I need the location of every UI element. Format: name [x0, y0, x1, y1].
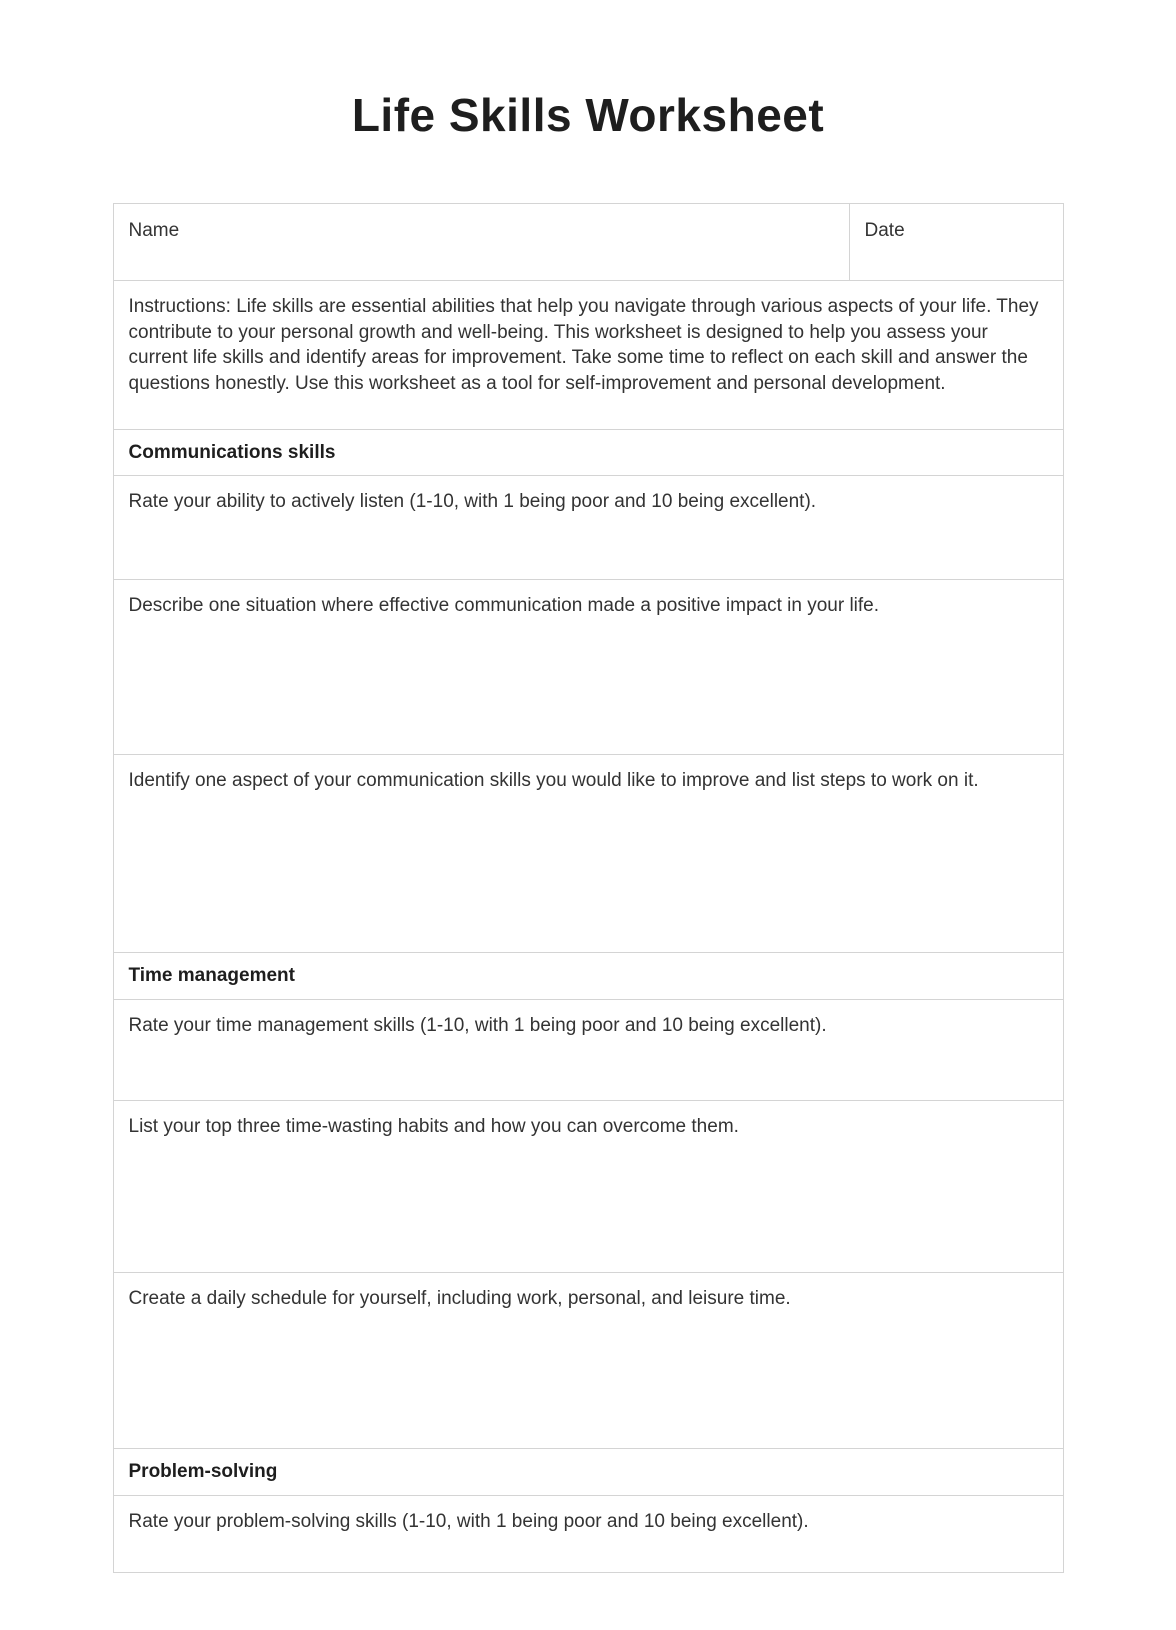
- question-row-identify-communication-improvement[interactable]: [114, 754, 1063, 952]
- instructions-text: Instructions: Life skills are essential abilities that help you navigate through various aspects of your life. They contribute to your personal growth and well-being. This worksheet is designed to help you assess your current life skills and identify areas for improvement. Take some time to reflect on each skill and answer the questions honestly. Use this worksheet as a tool for self-improvement and personal development.: [128, 296, 1039, 394]
- instructions-row: [114, 280, 1063, 429]
- question-text: Create a daily schedule for yourself, including work, personal, and leisure time.: [128, 1288, 791, 1309]
- question-text: List your top three time-wasting habits and how you can overcome them.: [128, 1116, 739, 1137]
- worksheet-table: [113, 203, 1064, 1573]
- name-label: Name: [128, 220, 180, 241]
- date-label: Date: [864, 220, 905, 241]
- question-row-rate-time-management[interactable]: [114, 999, 1063, 1100]
- date-field[interactable]: [849, 204, 1063, 280]
- question-text: Rate your time management skills (1-10, with 1 being poor and 10 being excellent).: [128, 1015, 827, 1036]
- question-text: Rate your ability to actively listen (1-10, with 1 being poor and 10 being excellent).: [128, 491, 817, 512]
- section-heading: Time management: [128, 965, 295, 986]
- name-date-row: [114, 204, 1063, 280]
- question-row-rate-listening[interactable]: [114, 475, 1063, 579]
- name-field[interactable]: [114, 204, 849, 280]
- question-text: Rate your problem-solving skills (1-10, with 1 being poor and 10 being excellent).: [128, 1511, 809, 1532]
- section-heading: Communications skills: [128, 442, 336, 463]
- question-text: Identify one aspect of your communication skills you would like to improve and list steps to work on it.: [128, 770, 979, 791]
- section-header-communication-skills: [114, 429, 1063, 475]
- question-row-describe-communication-impact[interactable]: [114, 579, 1063, 754]
- question-row-time-wasting-habits[interactable]: [114, 1100, 1063, 1272]
- question-row-rate-problem-solving[interactable]: [114, 1495, 1063, 1572]
- page-title: Life Skills Worksheet: [351, 89, 825, 141]
- section-header-time-management: [114, 952, 1063, 999]
- question-text: Describe one situation where effective communication made a positive impact in your life.: [128, 595, 880, 616]
- section-heading: Problem-solving: [128, 1461, 278, 1482]
- question-row-daily-schedule[interactable]: [114, 1272, 1063, 1448]
- section-header-problem-solving: [114, 1448, 1063, 1495]
